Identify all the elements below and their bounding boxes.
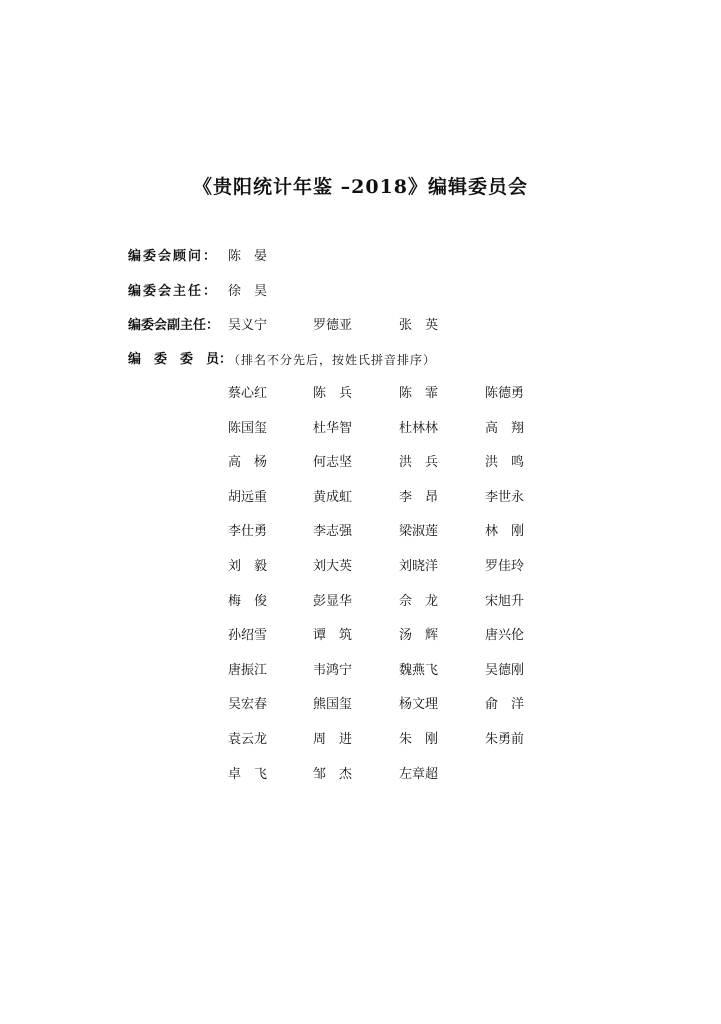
member-name: 吴宏春 [228, 697, 268, 713]
member-name: 李世永 [485, 489, 525, 505]
member-name: 朱勇前 [485, 731, 525, 747]
member-name: 汤 辉 [399, 628, 439, 644]
member-row [228, 385, 568, 420]
member-row [228, 662, 568, 697]
member-name: 魏燕飞 [399, 662, 439, 678]
member-name: 宋旭升 [485, 593, 525, 609]
member-name: 李志强 [313, 524, 353, 540]
member-name: 林 刚 [485, 524, 525, 540]
member-row [228, 731, 568, 766]
member-row [228, 627, 568, 662]
member-name: 左章超 [399, 766, 439, 782]
member-name: 陈国玺 [228, 420, 268, 436]
member-name: 卓 飞 [228, 766, 268, 782]
director-row [128, 283, 268, 301]
member-name: 洪 鸣 [485, 455, 525, 471]
member-name: 杨文理 [399, 697, 439, 713]
committee-label: 编 委 委 员： [128, 352, 233, 367]
advisor-name: 陈 晏 [228, 249, 268, 264]
member-name: 熊国玺 [313, 697, 353, 713]
member-name: 朱 刚 [399, 731, 439, 747]
member-name: 谭 筑 [313, 628, 353, 644]
advisor-label: 编委会顾问： [128, 249, 219, 264]
director-name: 徐 昊 [228, 284, 268, 299]
member-row [228, 766, 568, 801]
member-name: 杜林林 [399, 420, 439, 436]
member-name: 唐振江 [228, 662, 268, 678]
member-row [228, 593, 568, 628]
member-name: 洪 兵 [399, 455, 439, 471]
member-name: 陈 兵 [313, 386, 353, 401]
member-name: 彭显华 [313, 593, 353, 609]
member-name: 梅 俊 [228, 593, 268, 609]
member-row [228, 454, 568, 489]
member-row [228, 558, 568, 593]
member-name: 何志坚 [313, 455, 353, 471]
member-name: 李 昂 [399, 489, 439, 505]
committee-member-grid [228, 385, 568, 800]
member-name: 杜华智 [313, 420, 353, 436]
member-name: 刘 毅 [228, 558, 268, 574]
member-name: 高 杨 [228, 455, 268, 471]
committee-row [128, 351, 437, 369]
member-name: 胡远重 [228, 489, 268, 505]
member-name: 孙绍雪 [228, 628, 268, 644]
member-name: 周 进 [313, 731, 353, 747]
member-name: 李仕勇 [228, 524, 268, 540]
member-name: 罗佳玲 [485, 558, 525, 574]
member-row [228, 523, 568, 558]
director-label: 编委会主任： [128, 284, 219, 299]
advisor-row [128, 248, 268, 266]
committee-note: （排名不分先后，按姓氏拼音排序） [228, 353, 437, 367]
member-name: 韦鸿宁 [313, 662, 353, 678]
member-name: 袁云龙 [228, 731, 268, 747]
deputy-name: 罗德亚 [313, 318, 353, 333]
member-row [228, 420, 568, 455]
member-name: 邹 杰 [313, 766, 353, 782]
member-name: 刘晓洋 [399, 558, 439, 574]
member-name: 唐兴伦 [485, 628, 525, 644]
member-name: 蔡心红 [228, 386, 268, 401]
member-name: 吴德刚 [485, 662, 525, 678]
member-name: 黄成虹 [313, 489, 353, 505]
deputies-row [128, 317, 439, 335]
member-name: 佘 龙 [399, 593, 439, 609]
member-row [228, 696, 568, 731]
member-name: 刘大英 [313, 558, 353, 574]
member-name: 俞 洋 [485, 697, 525, 713]
member-name: 陈德勇 [485, 386, 525, 401]
member-name: 高 翔 [485, 420, 525, 436]
deputy-name: 张 英 [399, 318, 439, 333]
deputies-label: 编委会副主任： [128, 318, 220, 333]
member-name: 陈 霏 [399, 386, 439, 401]
member-row [228, 489, 568, 524]
page-title: 《贵阳统计年鉴 –2018》编辑委员会 [193, 176, 528, 198]
deputy-name: 吴义宁 [228, 318, 268, 333]
member-name: 梁淑莲 [399, 524, 439, 540]
